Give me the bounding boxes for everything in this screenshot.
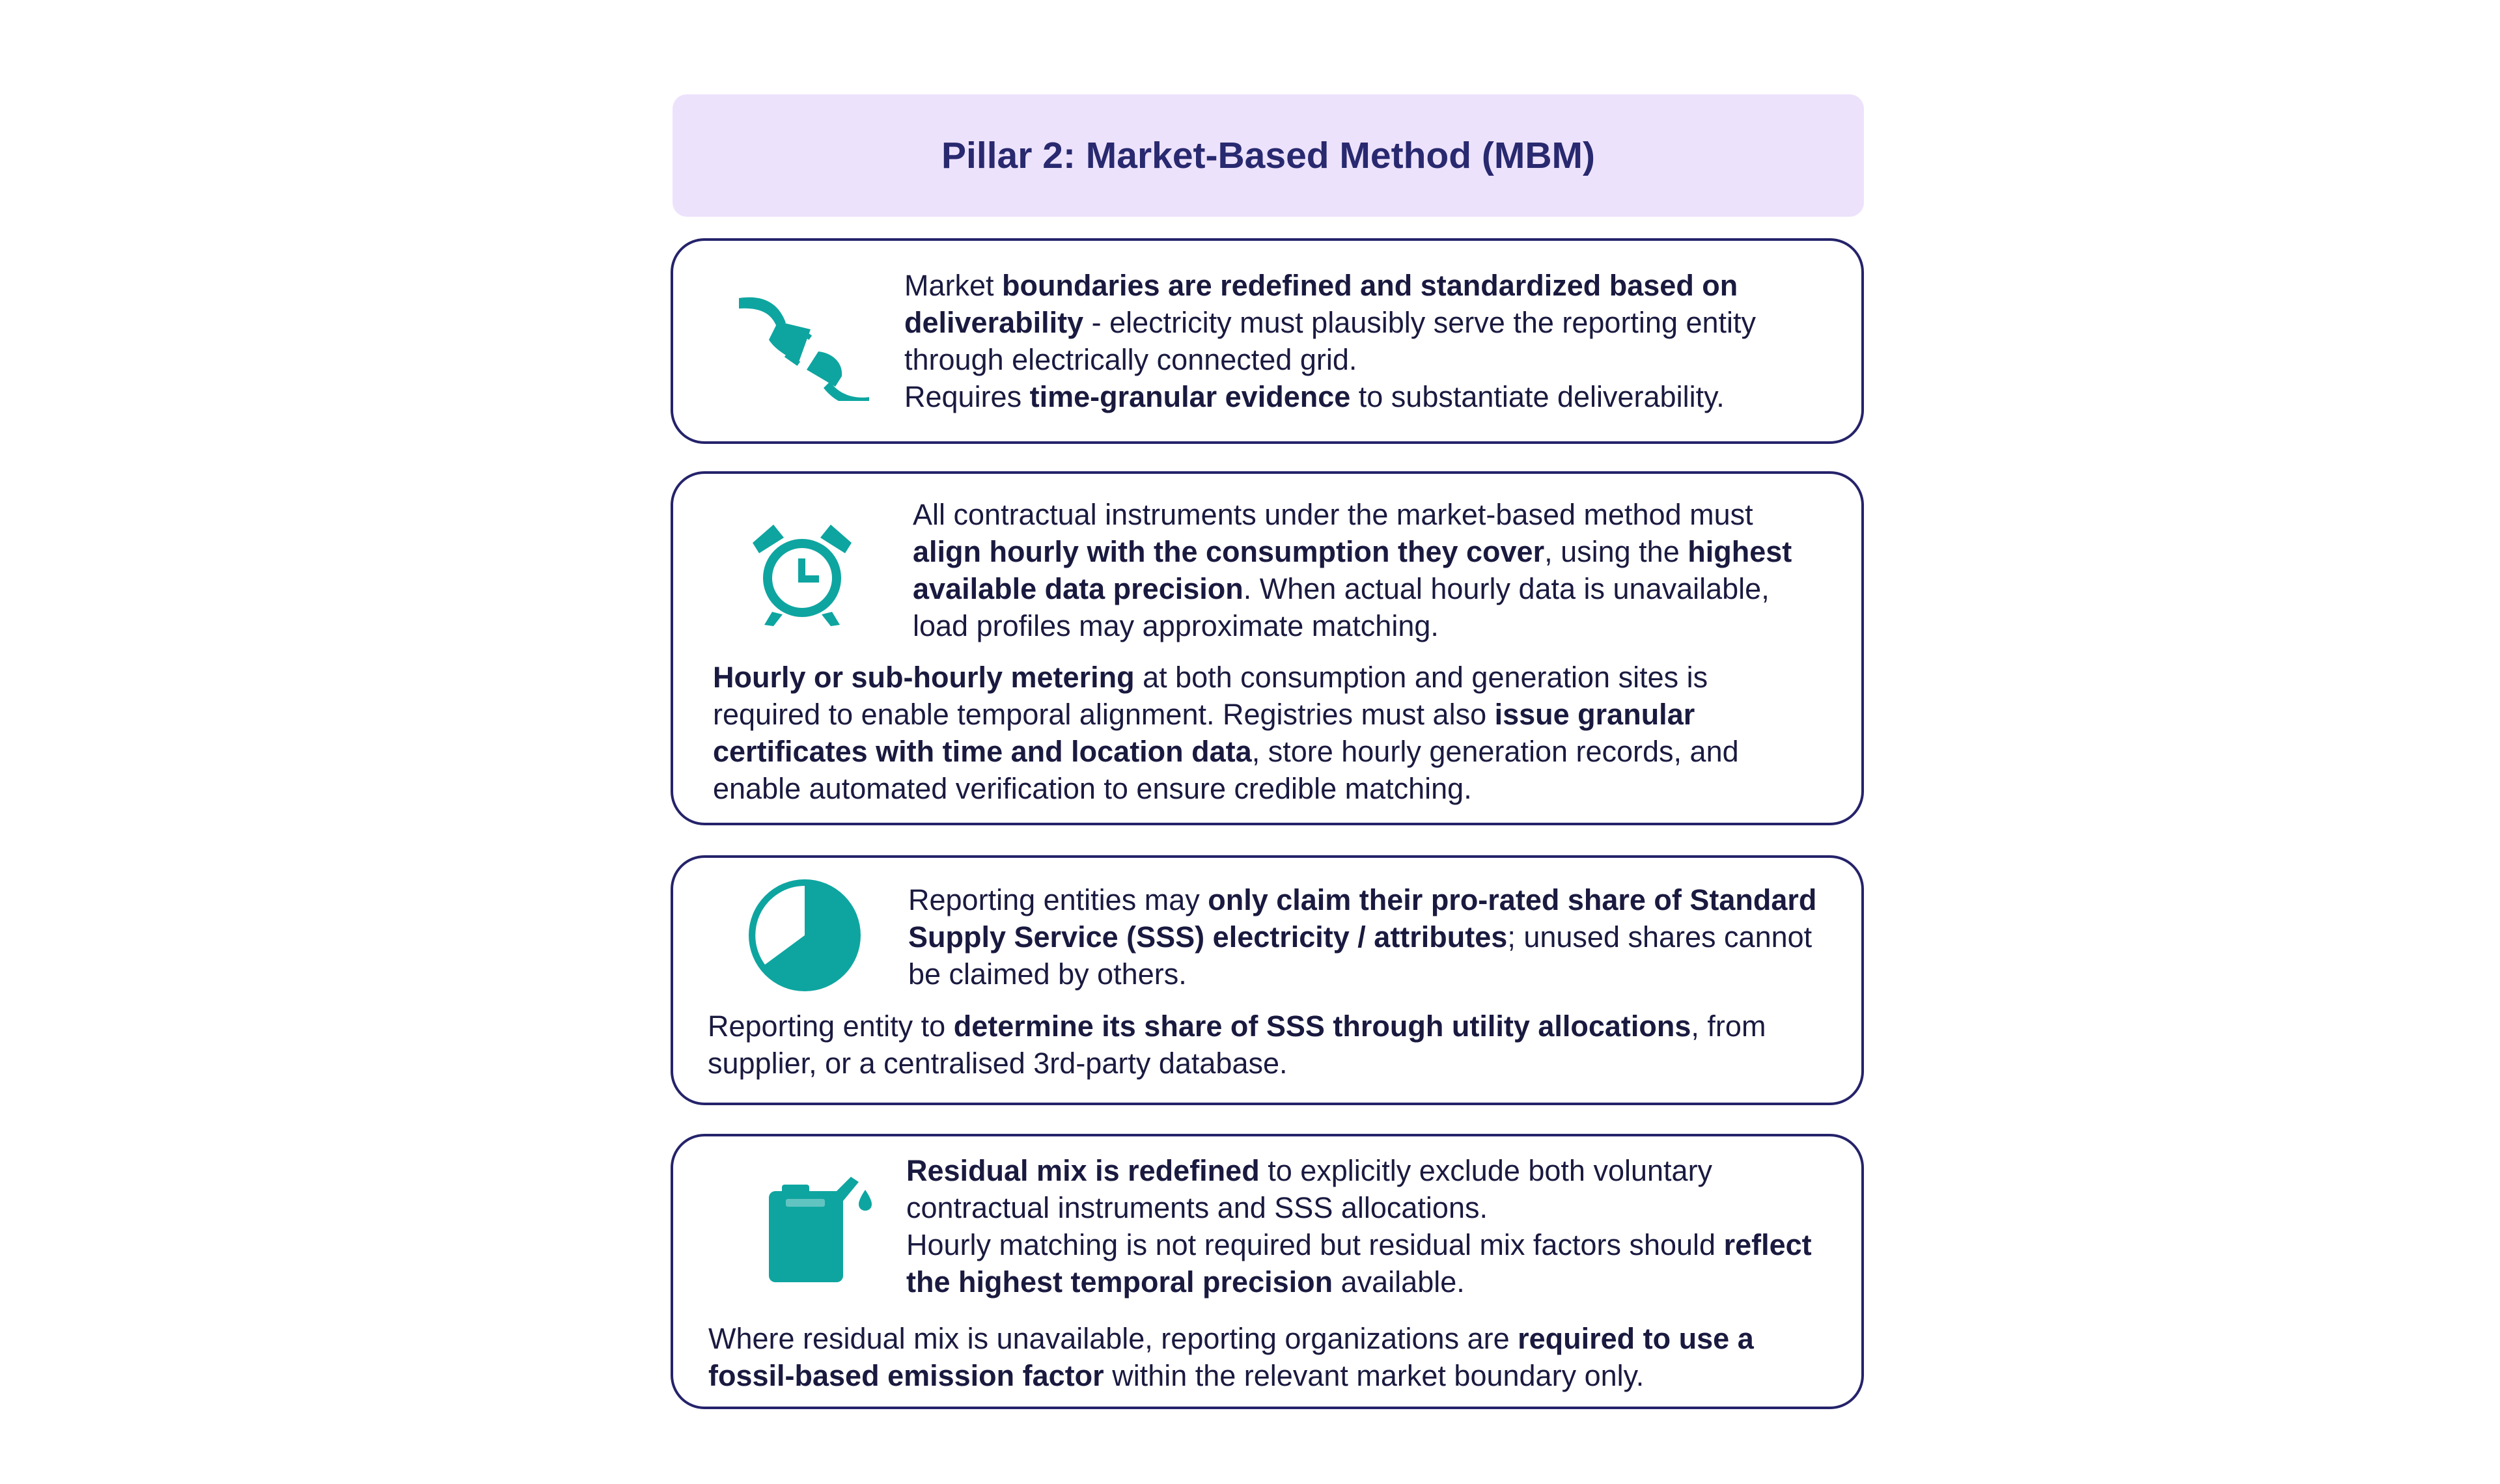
text-run: , from supplier, or a centralised 3rd-party database. — [708, 1010, 1766, 1080]
emphasis: align hourly with the consumption they cover — [913, 535, 1545, 568]
text-run: ; unused shares cannot be claimed by others. — [908, 920, 1812, 991]
emphasis: highest available data precision — [913, 535, 1792, 605]
card-main-text — [904, 267, 1829, 415]
text-run: , using the — [1544, 535, 1688, 568]
text-run: Reporting entities may — [908, 883, 1208, 916]
card-hourly-matching — [671, 471, 1864, 825]
paragraph — [906, 1152, 1818, 1226]
card-main-text — [906, 1152, 1818, 1300]
text-run: Requires — [904, 380, 1030, 413]
alarm-clock-icon — [750, 523, 854, 627]
emphasis: required to use a fossil-based emission factor — [708, 1322, 1754, 1392]
emphasis: boundaries are redefined and standardized based on deliverability — [904, 269, 1738, 339]
paragraph — [913, 496, 1818, 644]
pie-chart-icon — [747, 877, 863, 993]
emphasis: time-granular evidence — [1029, 380, 1351, 413]
text-run: at both consumption and generation sites is required to enable temporal alignment. Registries must also — [713, 661, 1708, 731]
text-run: within the relevant market boundary only. — [1104, 1359, 1645, 1392]
text-run: - electricity must plausibly serve the reporting entity through electrically connected grid. — [904, 306, 1757, 376]
emphasis: determine its share of SSS through utility allocations — [953, 1010, 1691, 1043]
paragraph — [708, 1320, 1828, 1394]
emphasis: Hourly or sub-hourly metering — [713, 661, 1135, 694]
card-detail-text — [708, 1320, 1828, 1394]
page-header — [673, 94, 1864, 217]
emphasis: Residual mix is redefined — [906, 1154, 1260, 1187]
fuel-can-icon — [760, 1173, 877, 1290]
plug-icon — [739, 290, 869, 401]
card-main-text — [908, 881, 1820, 993]
text-run: . When actual hourly data is unavailable, load profiles may approximate matching. — [913, 572, 1770, 642]
emphasis: reflect the highest temporal precision — [906, 1228, 1812, 1298]
card-deliverability — [671, 238, 1864, 444]
text-run: , store hourly generation records, and enable automated verification to ensure credible matching. — [713, 735, 1739, 805]
text-run: Market — [904, 269, 1003, 302]
text-run: Where residual mix is unavailable, reporting organizations are — [708, 1322, 1518, 1355]
text-run: Hourly matching is not required but residual mix factors should — [906, 1228, 1724, 1261]
emphasis: issue granular certificates with time and location data — [713, 698, 1695, 768]
paragraph — [906, 1226, 1818, 1300]
card-main-text — [913, 496, 1818, 644]
text-run: available. — [1333, 1265, 1465, 1298]
paragraph — [904, 267, 1829, 378]
card-sss-share — [671, 855, 1864, 1105]
paragraph — [908, 881, 1820, 993]
paragraph — [713, 659, 1820, 807]
paragraph — [904, 378, 1829, 415]
paragraph — [708, 1008, 1827, 1082]
page-title: Pillar 2: Market-Based Method (MBM) — [941, 135, 1595, 176]
text-run: All contractual instruments under the market-based method must — [913, 498, 1753, 531]
card-residual-mix — [671, 1134, 1864, 1409]
text-run: to substantiate deliverability. — [1350, 380, 1725, 413]
emphasis: only claim their pro-rated share of Standard Supply Service (SSS) electricity / attributes — [908, 883, 1817, 954]
card-detail-text — [713, 659, 1820, 807]
text-run: Reporting entity to — [708, 1010, 954, 1043]
card-detail-text — [708, 1008, 1827, 1082]
text-run: to explicitly exclude both voluntary contractual instruments and SSS allocations. — [906, 1154, 1713, 1224]
